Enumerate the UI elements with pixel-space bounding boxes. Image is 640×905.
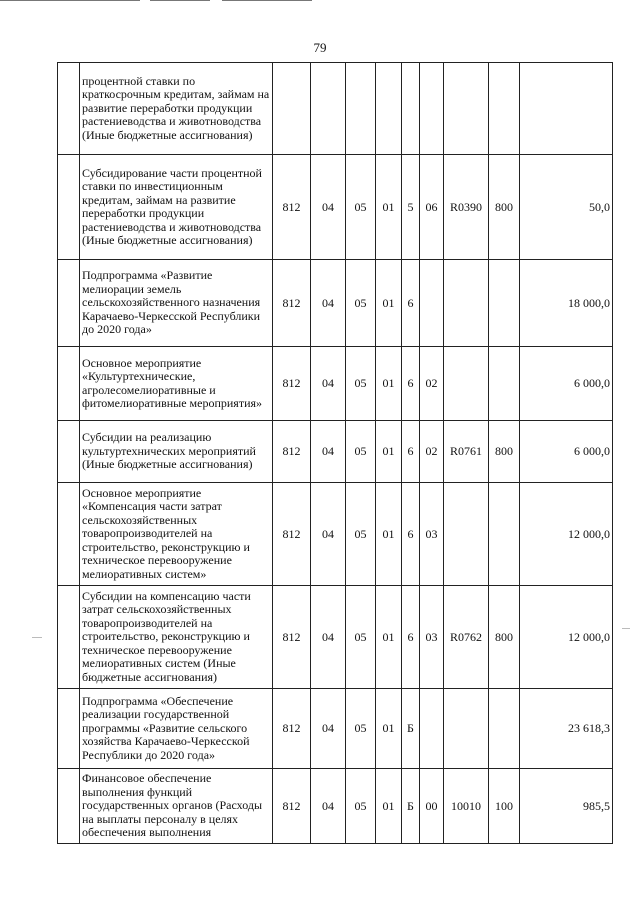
ved-code xyxy=(273,63,311,155)
direction-code: 10010 xyxy=(444,769,489,844)
row-name: Субсидирование части процентной ставки по инвестиционным кредитам, займам на развитие переработки продукции растениеводства и животноводства (Иные бюджетные ассигнования) xyxy=(80,155,273,260)
event-code: 03 xyxy=(420,483,444,586)
direction-code: R0762 xyxy=(444,586,489,689)
row-marker-cell xyxy=(58,421,80,483)
amount xyxy=(520,63,613,155)
row-name: Подпрограмма «Развитие мелиорации земель сельскохозяйственного назначения Карачаево-Черкесской Республики до 2020 года» xyxy=(80,260,273,347)
table-row xyxy=(58,483,613,586)
subsection-code: 05 xyxy=(346,586,376,689)
ved-code: 812 xyxy=(273,769,311,844)
amount: 6 000,0 xyxy=(520,421,613,483)
scan-margin-mark xyxy=(622,628,630,629)
amount: 23 618,3 xyxy=(520,689,613,769)
subsection-code xyxy=(346,63,376,155)
ved-code: 812 xyxy=(273,347,311,421)
section-code: 04 xyxy=(311,769,346,844)
subprogram-code: 6 xyxy=(402,586,420,689)
direction-code: R0390 xyxy=(444,155,489,260)
page-number: 79 xyxy=(313,40,327,55)
row-name: Подпрограмма «Обеспечение реализации государственной программы «Развитие сельского хозяйства Карачаево-Черкесской Республики до 2020 года» xyxy=(80,689,273,769)
section-code: 04 xyxy=(311,483,346,586)
subsection-code: 05 xyxy=(346,769,376,844)
row-name: Субсидии на реализацию культуртехнических мероприятий (Иные бюджетные ассигнования) xyxy=(80,421,273,483)
program-code: 01 xyxy=(376,689,402,769)
table-row xyxy=(58,769,613,844)
event-code: 00 xyxy=(420,769,444,844)
program-code: 01 xyxy=(376,586,402,689)
program-code: 01 xyxy=(376,483,402,586)
table-row xyxy=(58,155,613,260)
amount: 985,5 xyxy=(520,769,613,844)
section-code: 04 xyxy=(311,586,346,689)
subsection-code: 05 xyxy=(346,155,376,260)
table-row xyxy=(58,689,613,769)
subprogram-code: 6 xyxy=(402,421,420,483)
direction-code xyxy=(444,689,489,769)
amount: 18 000,0 xyxy=(520,260,613,347)
section-code: 04 xyxy=(311,689,346,769)
event-code: 02 xyxy=(420,347,444,421)
table-row xyxy=(58,260,613,347)
section-code xyxy=(311,63,346,155)
subsection-code: 05 xyxy=(346,421,376,483)
subsection-code: 05 xyxy=(346,260,376,347)
ved-code: 812 xyxy=(273,155,311,260)
direction-code: R0761 xyxy=(444,421,489,483)
event-code: 03 xyxy=(420,586,444,689)
ved-code: 812 xyxy=(273,689,311,769)
row-marker-cell xyxy=(58,347,80,421)
program-code: 01 xyxy=(376,155,402,260)
scan-top-edge xyxy=(0,0,320,2)
event-code xyxy=(420,63,444,155)
program-code: 01 xyxy=(376,769,402,844)
scan-margin-mark xyxy=(32,637,42,638)
subprogram-code: 6 xyxy=(402,260,420,347)
row-name: Основное мероприятие «Культуртехнические, агролесомелиоративные и фитомелиоративные мероприятия» xyxy=(80,347,273,421)
table-row xyxy=(58,421,613,483)
row-marker-cell xyxy=(58,155,80,260)
row-name: Субсидии на компенсацию части затрат сельскохозяйственных товаропроизводителей на строительство, реконструкцию и техническое перевооружение мелиоративных систем (Иные бюджетные ассигнования) xyxy=(80,586,273,689)
direction-code xyxy=(444,63,489,155)
expense-type-code xyxy=(489,347,520,421)
section-code: 04 xyxy=(311,421,346,483)
subprogram-code: 6 xyxy=(402,483,420,586)
table-row xyxy=(58,586,613,689)
ved-code: 812 xyxy=(273,483,311,586)
subprogram-code: Б xyxy=(402,689,420,769)
amount: 12 000,0 xyxy=(520,586,613,689)
subsection-code: 05 xyxy=(346,347,376,421)
row-marker-cell xyxy=(58,483,80,586)
expense-type-code: 800 xyxy=(489,421,520,483)
program-code xyxy=(376,63,402,155)
ved-code: 812 xyxy=(273,260,311,347)
subprogram-code: Б xyxy=(402,769,420,844)
ved-code: 812 xyxy=(273,421,311,483)
program-code: 01 xyxy=(376,421,402,483)
row-name: процентной ставки по краткосрочным кредитам, займам на развитие переработки продукции растениеводства и животноводства (Иные бюджетные ассигнования) xyxy=(80,63,273,155)
expense-type-code xyxy=(489,63,520,155)
event-code: 02 xyxy=(420,421,444,483)
event-code: 06 xyxy=(420,155,444,260)
event-code xyxy=(420,689,444,769)
row-name: Финансовое обеспечение выполнения функций государственных органов (Расходы на выплаты персоналу в целях обеспечения выполнения xyxy=(80,769,273,844)
expense-type-code: 100 xyxy=(489,769,520,844)
subsection-code: 05 xyxy=(346,483,376,586)
amount: 6 000,0 xyxy=(520,347,613,421)
ved-code: 812 xyxy=(273,586,311,689)
direction-code xyxy=(444,260,489,347)
section-code: 04 xyxy=(311,260,346,347)
expense-type-code: 800 xyxy=(489,586,520,689)
table-row xyxy=(58,347,613,421)
expense-type-code xyxy=(489,260,520,347)
expense-type-code xyxy=(489,483,520,586)
section-code: 04 xyxy=(311,155,346,260)
row-marker-cell xyxy=(58,586,80,689)
row-marker-cell xyxy=(58,689,80,769)
amount: 50,0 xyxy=(520,155,613,260)
expense-type-code: 800 xyxy=(489,155,520,260)
subprogram-code xyxy=(402,63,420,155)
row-marker-cell xyxy=(58,769,80,844)
budget-table xyxy=(57,62,613,844)
section-code: 04 xyxy=(311,347,346,421)
direction-code xyxy=(444,347,489,421)
event-code xyxy=(420,260,444,347)
direction-code xyxy=(444,483,489,586)
amount: 12 000,0 xyxy=(520,483,613,586)
row-marker-cell xyxy=(58,260,80,347)
program-code: 01 xyxy=(376,347,402,421)
expense-type-code xyxy=(489,689,520,769)
subsection-code: 05 xyxy=(346,689,376,769)
subprogram-code: 6 xyxy=(402,347,420,421)
row-name: Основное мероприятие «Компенсация части затрат сельскохозяйственных товаропроизводителей на строительство, реконструкцию и техническое перевооружение мелиоративных систем» xyxy=(80,483,273,586)
program-code: 01 xyxy=(376,260,402,347)
subprogram-code: 5 xyxy=(402,155,420,260)
row-marker-cell xyxy=(58,63,80,155)
table-row xyxy=(58,63,613,155)
